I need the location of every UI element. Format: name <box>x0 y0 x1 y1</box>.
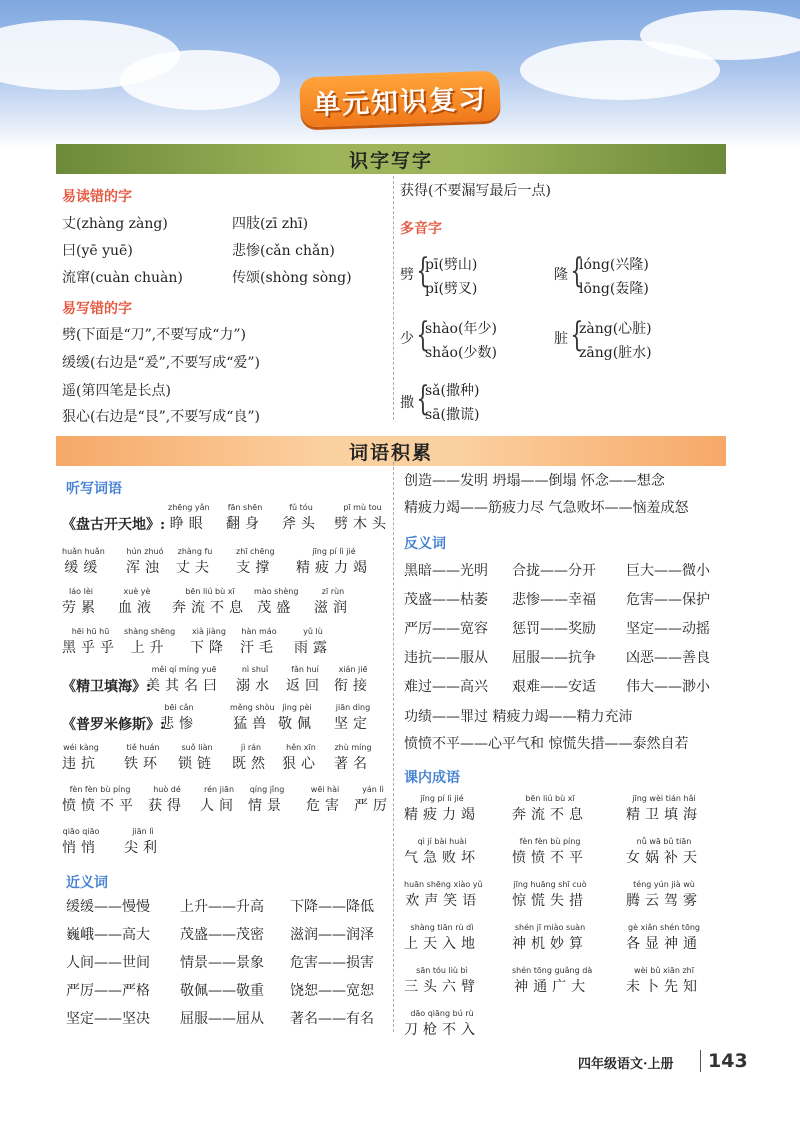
section-title: 识字写字 <box>348 149 433 172</box>
dictation-word <box>296 546 372 577</box>
word: 敬佩 <box>278 716 316 732</box>
idiom <box>404 793 480 824</box>
pinyin: jiān lì <box>132 827 154 836</box>
pinyin: fān shēn <box>227 503 263 512</box>
pinyin: zhī chēng <box>236 547 275 556</box>
dictation-word <box>278 702 316 733</box>
pinyin: tiě huán <box>126 743 160 752</box>
synonym-pair: 茂盛——茂密 <box>180 927 264 943</box>
word: 愤愤不平 <box>512 850 588 866</box>
pinyin: huān shēng xiào yǔ <box>404 880 483 889</box>
word: 奔流不息 <box>172 600 248 616</box>
poly-char: 脏 <box>554 331 568 347</box>
column-divider <box>393 176 394 420</box>
pinyin: huǎn huǎn <box>62 547 105 556</box>
pinyin: hàn máo <box>241 627 277 636</box>
word: 浑浊 <box>126 560 164 576</box>
poly-reading: shǎo(少数) <box>425 345 497 361</box>
poly-char: 劈 <box>400 267 414 283</box>
dictation-word <box>286 664 324 695</box>
dictation-word <box>354 784 392 815</box>
book-label: 四年级语文·上册 <box>578 1057 674 1072</box>
poly-reading: zàng(心脏) <box>579 321 652 337</box>
word: 尖利 <box>124 840 162 856</box>
word: 上天入地 <box>404 936 480 952</box>
lesson-title: 《精卫填海》: <box>62 679 152 695</box>
word: 汗毛 <box>240 640 278 656</box>
synonym-pair: 危害——损害 <box>290 955 374 971</box>
word: 惊慌失措 <box>512 893 588 909</box>
word: 精疲力竭 <box>296 560 372 576</box>
antonym-pair: 艰难——安适 <box>512 679 596 695</box>
word: 锁链 <box>178 756 216 772</box>
antonym-pair: 危害——保护 <box>626 592 710 608</box>
dictation-word <box>236 546 275 577</box>
misread-item: 悲惨(cǎn chǎn) <box>232 243 335 259</box>
unit-review-banner: 单元知识复习 <box>299 71 501 128</box>
poly-reading: sǎ(撒种) <box>425 383 480 399</box>
pinyin: měi qí míng yuē <box>151 665 217 674</box>
dictation-word <box>294 626 332 657</box>
pinyin: huò dé <box>153 785 181 794</box>
right-note: 获得(不要漏写最后一点) <box>400 183 551 199</box>
antonym-pair: 黑暗——光明 <box>404 563 488 579</box>
idiom <box>512 836 588 867</box>
vocab-line: 创造——发明 坍塌——倒塌 怀念——想念 <box>404 473 665 489</box>
pinyin: fèn fèn bù píng <box>69 785 131 794</box>
word: 缓缓 <box>64 560 103 576</box>
pinyin: shén jī miào suàn <box>514 923 586 932</box>
poly-reading: sā(撒谎) <box>425 407 480 423</box>
dictation-word <box>148 784 186 815</box>
word: 获得 <box>148 798 186 814</box>
word: 刀枪不入 <box>404 1022 480 1038</box>
idiom <box>626 836 702 867</box>
dictation-word <box>62 586 100 617</box>
pinyin: jīng pí lì jié <box>420 794 464 803</box>
antonym-pair: 严厉——宽容 <box>404 621 488 637</box>
pinyin: gè xiǎn shén tōng <box>628 923 700 932</box>
pinyin: suǒ liàn <box>181 743 213 752</box>
synonym-pair: 饶恕——宽恕 <box>290 983 374 999</box>
subtitle-easy-misread: 易读错的字 <box>62 189 132 205</box>
poly-reading: pī(劈山) <box>425 257 478 273</box>
dictation-word <box>168 502 210 533</box>
subtitle-polyphonic: 多音字 <box>400 221 442 237</box>
word: 各显神通 <box>626 936 702 952</box>
poly-reading: lóng(兴隆) <box>579 257 649 273</box>
section-bar-vocab: 词语积累 <box>56 436 726 466</box>
pinyin: shàng tiān rù dì <box>410 923 474 932</box>
antonym-pair: 难过——高兴 <box>404 679 488 695</box>
antonym-extra: 功绩——罪过 精疲力竭——精力充沛 <box>404 709 633 725</box>
word: 腾云驾雾 <box>626 893 702 909</box>
antonym-pair: 悲惨——幸福 <box>512 592 596 608</box>
dictation-word <box>176 546 214 577</box>
pinyin: sān tóu liù bì <box>416 966 468 975</box>
pinyin: rén jiān <box>203 785 235 794</box>
dictation-word <box>190 626 228 657</box>
word: 女娲补天 <box>626 850 702 866</box>
word: 劳累 <box>62 600 100 616</box>
misread-item: 流窜(cuàn chuàn) <box>62 270 183 286</box>
pinyin: jìng pèi <box>282 703 312 712</box>
pinyin: jīng wèi tián hǎi <box>632 794 696 803</box>
synonym-pair: 坚定——坚决 <box>66 1011 150 1027</box>
synonym-pair: 著名——有名 <box>290 1011 374 1027</box>
dictation-word <box>146 664 222 695</box>
pinyin: zhàng fu <box>177 547 213 556</box>
word: 上升 <box>130 640 169 656</box>
pinyin: xián jiē <box>338 665 368 674</box>
poly-char: 隆 <box>554 267 568 283</box>
synonym-pair: 严厉——严格 <box>66 983 150 999</box>
miswrite-item: 缓缓(右边是“爰”,不要写成“爱”) <box>62 355 261 371</box>
dictation-word <box>236 664 274 695</box>
synonym-pair: 情景——景象 <box>180 955 264 971</box>
synonym-pair: 人间——世间 <box>66 955 150 971</box>
dictation-word <box>254 586 298 617</box>
lesson-title: 《普罗米修斯》: <box>62 717 166 733</box>
dictation-word <box>200 784 238 815</box>
pinyin: hěn xīn <box>286 743 316 752</box>
word: 丈夫 <box>176 560 214 576</box>
idiom <box>626 879 702 910</box>
dictation-word <box>62 626 119 657</box>
footer-divider <box>700 1050 701 1072</box>
pinyin: zhēng yǎn <box>168 503 210 512</box>
misread-item: 传颂(shòng sòng) <box>232 270 352 286</box>
poly-char: 少 <box>400 331 414 347</box>
brace-glyph: { <box>570 251 584 291</box>
idiom <box>404 836 480 867</box>
pinyin: jì rán <box>240 743 262 752</box>
pinyin: shàng shēng <box>124 627 176 636</box>
dictation-word <box>334 664 372 695</box>
word: 血液 <box>118 600 156 616</box>
synonym-pair: 屈服——屈从 <box>180 1011 264 1027</box>
pinyin: jiān dìng <box>335 703 371 712</box>
dictation-word <box>240 626 278 657</box>
section-bar-literacy <box>56 144 726 174</box>
pinyin: jīng pí lì jié <box>312 547 356 556</box>
miswrite-item: 遥(第四笔是长点) <box>62 383 171 399</box>
pinyin: láo lèi <box>69 587 93 596</box>
word: 三头六臂 <box>404 979 480 995</box>
pinyin: bēi cǎn <box>164 703 194 712</box>
poly-reading: shào(年少) <box>425 321 497 337</box>
synonym-pair: 巍峨——高大 <box>66 927 150 943</box>
antonym-pair: 茂盛——枯萎 <box>404 592 488 608</box>
synonym-pair: 上升——升高 <box>180 899 264 915</box>
pinyin: jīng huāng shī cuò <box>513 880 587 889</box>
pinyin: fèn fèn bù píng <box>519 837 581 846</box>
dictation-word <box>306 784 344 815</box>
dictation-word <box>124 742 162 773</box>
dictation-word <box>62 784 138 815</box>
dictation-word <box>334 742 372 773</box>
lesson-title: 《盘古开天地》: <box>62 517 166 533</box>
antonym-pair: 巨大——微小 <box>626 563 710 579</box>
word: 美其名曰 <box>146 678 222 694</box>
pinyin: pī mù tou <box>343 503 382 512</box>
idiom <box>512 965 592 996</box>
word: 返回 <box>286 678 324 694</box>
dictation-word <box>62 742 100 773</box>
poly-reading: pǐ(劈叉) <box>425 281 478 297</box>
poly-char: 撒 <box>400 395 414 411</box>
pinyin: zhù míng <box>334 743 372 752</box>
page-number: 143 <box>708 1050 748 1072</box>
word: 翻身 <box>226 516 264 532</box>
antonym-pair: 惩罚——奖励 <box>512 621 596 637</box>
word: 溺水 <box>236 678 274 694</box>
pinyin: yǔ lù <box>303 627 323 636</box>
idiom <box>404 922 480 953</box>
word: 精卫填海 <box>626 807 702 823</box>
pinyin: fǎn huí <box>291 665 319 674</box>
dictation-word <box>124 626 175 657</box>
idiom <box>512 793 588 824</box>
word: 悲惨 <box>160 716 198 732</box>
vocab-line: 精疲力竭——筋疲力尽 气急败坏——恼羞成怒 <box>404 500 689 516</box>
idiom <box>512 879 588 910</box>
idiom <box>404 879 483 910</box>
antonym-pair: 合拢——分开 <box>512 563 596 579</box>
word: 未卜先知 <box>626 979 702 995</box>
pinyin: nǚ wā bǔ tiān <box>636 837 692 846</box>
brace-glyph: { <box>416 251 430 291</box>
synonym-pair: 敬佩——敬重 <box>180 983 264 999</box>
word: 欢声笑语 <box>405 893 482 909</box>
dictation-word <box>226 502 264 533</box>
dictation-word <box>334 502 391 533</box>
word: 神机妙算 <box>512 936 588 952</box>
pinyin: xià jiàng <box>192 627 226 636</box>
pinyin: dāo qiāng bú rù <box>410 1009 474 1018</box>
pinyin: qì jí bài huài <box>417 837 467 846</box>
pinyin: xuè yè <box>123 587 151 596</box>
column-divider <box>393 462 394 1032</box>
word: 黑乎乎 <box>62 640 119 656</box>
misread-item: 四肢(zī zhī) <box>232 216 309 232</box>
dictation-word <box>282 742 320 773</box>
word: 愤愤不平 <box>62 798 138 814</box>
dictation-word <box>118 586 156 617</box>
synonym-pair: 缓缓——慢慢 <box>66 899 150 915</box>
pinyin: hēi hū hū <box>71 627 110 636</box>
pinyin: téng yún jià wù <box>633 880 695 889</box>
pinyin: zī rùn <box>321 587 345 596</box>
dictation-word <box>124 826 162 857</box>
idiom <box>404 965 480 996</box>
word: 气急败坏 <box>404 850 480 866</box>
word: 严厉 <box>354 798 392 814</box>
pinyin: nì shuǐ <box>241 665 269 674</box>
pinyin: měng shòu <box>230 703 275 712</box>
word: 违抗 <box>62 756 100 772</box>
dictation-word <box>282 502 320 533</box>
misread-item: 丈(zhàng zàng) <box>62 216 168 232</box>
brace-glyph: { <box>416 379 430 419</box>
word: 著名 <box>334 756 372 772</box>
antonym-pair: 屈服——抗争 <box>512 650 596 666</box>
miswrite-item: 狠心(右边是“艮”,不要写成“良”) <box>62 409 261 425</box>
pinyin: wéi kàng <box>63 743 99 752</box>
pinyin: wèi bǔ xiān zhī <box>634 966 694 975</box>
word: 雨露 <box>294 640 332 656</box>
antonym-pair: 坚定——动摇 <box>626 621 710 637</box>
pinyin: bēn liú bù xī <box>185 587 235 596</box>
synonym-pair: 滋润——润泽 <box>290 927 374 943</box>
misread-item: 曰(yē yuē) <box>62 243 133 259</box>
word: 衔接 <box>334 678 372 694</box>
dictation-word <box>232 742 270 773</box>
pinyin: mào shèng <box>254 587 299 596</box>
pinyin: wēi hài <box>310 785 340 794</box>
word: 危害 <box>306 798 344 814</box>
word: 悄悄 <box>62 840 100 856</box>
pinyin: bēn liú bù xī <box>525 794 575 803</box>
word: 支撑 <box>236 560 275 576</box>
dictation-word <box>126 546 164 577</box>
word: 铁环 <box>124 756 162 772</box>
word: 坚定 <box>334 716 372 732</box>
idiom <box>512 922 588 953</box>
idiom <box>626 965 702 996</box>
synonym-pair: 下降——降低 <box>290 899 374 915</box>
dictation-word <box>334 702 372 733</box>
idiom <box>404 1008 480 1039</box>
dictation-word <box>172 586 248 617</box>
dictation-word <box>230 702 275 733</box>
word: 滋润 <box>314 600 352 616</box>
word: 斧头 <box>282 516 320 532</box>
word: 既然 <box>232 756 270 772</box>
subtitle-synonyms: 近义词 <box>66 875 108 891</box>
word: 人间 <box>200 798 238 814</box>
poly-reading: lōng(轰隆) <box>579 281 649 297</box>
antonym-extra: 愤愤不平——心平气和 惊慌失措——泰然自若 <box>404 736 689 752</box>
idiom <box>626 922 702 953</box>
dictation-word <box>62 546 105 577</box>
brace-glyph: { <box>416 315 430 355</box>
subtitle-antonyms: 反义词 <box>404 536 446 552</box>
dictation-word <box>160 702 198 733</box>
antonym-pair: 违抗——服从 <box>404 650 488 666</box>
word: 情景 <box>248 798 286 814</box>
pinyin: shén tōng guǎng dà <box>512 966 593 975</box>
pinyin: yán lì <box>362 785 384 794</box>
word: 下降 <box>190 640 228 656</box>
cloud-decoration <box>120 50 280 110</box>
word: 劈木头 <box>334 516 391 532</box>
pinyin: hún zhuó <box>126 547 164 556</box>
word: 精疲力竭 <box>404 807 480 823</box>
word: 猛兽 <box>233 716 272 732</box>
brace-glyph: { <box>570 315 584 355</box>
idiom <box>626 793 702 824</box>
subtitle-idioms: 课内成语 <box>404 770 460 786</box>
dictation-word <box>62 826 100 857</box>
poly-reading: zāng(脏水) <box>579 345 652 361</box>
pinyin: qiāo qiāo <box>62 827 100 836</box>
miswrite-item: 劈(下面是“刀”,不要写成“力”) <box>62 327 247 343</box>
dictation-word <box>178 742 216 773</box>
word: 神通广大 <box>514 979 591 995</box>
word: 睁眼 <box>169 516 208 532</box>
pinyin: qíng jǐng <box>249 785 285 794</box>
word: 奔流不息 <box>512 807 588 823</box>
word: 狠心 <box>282 756 320 772</box>
dictation-word <box>314 586 352 617</box>
pinyin: fǔ tóu <box>289 503 313 512</box>
antonym-pair: 凶恶——善良 <box>626 650 710 666</box>
subtitle-dictation: 听写词语 <box>66 481 122 497</box>
subtitle-easy-miswrite: 易写错的字 <box>62 301 132 317</box>
dictation-word <box>248 784 286 815</box>
antonym-pair: 伟大——渺小 <box>626 679 710 695</box>
word: 茂盛 <box>257 600 296 616</box>
